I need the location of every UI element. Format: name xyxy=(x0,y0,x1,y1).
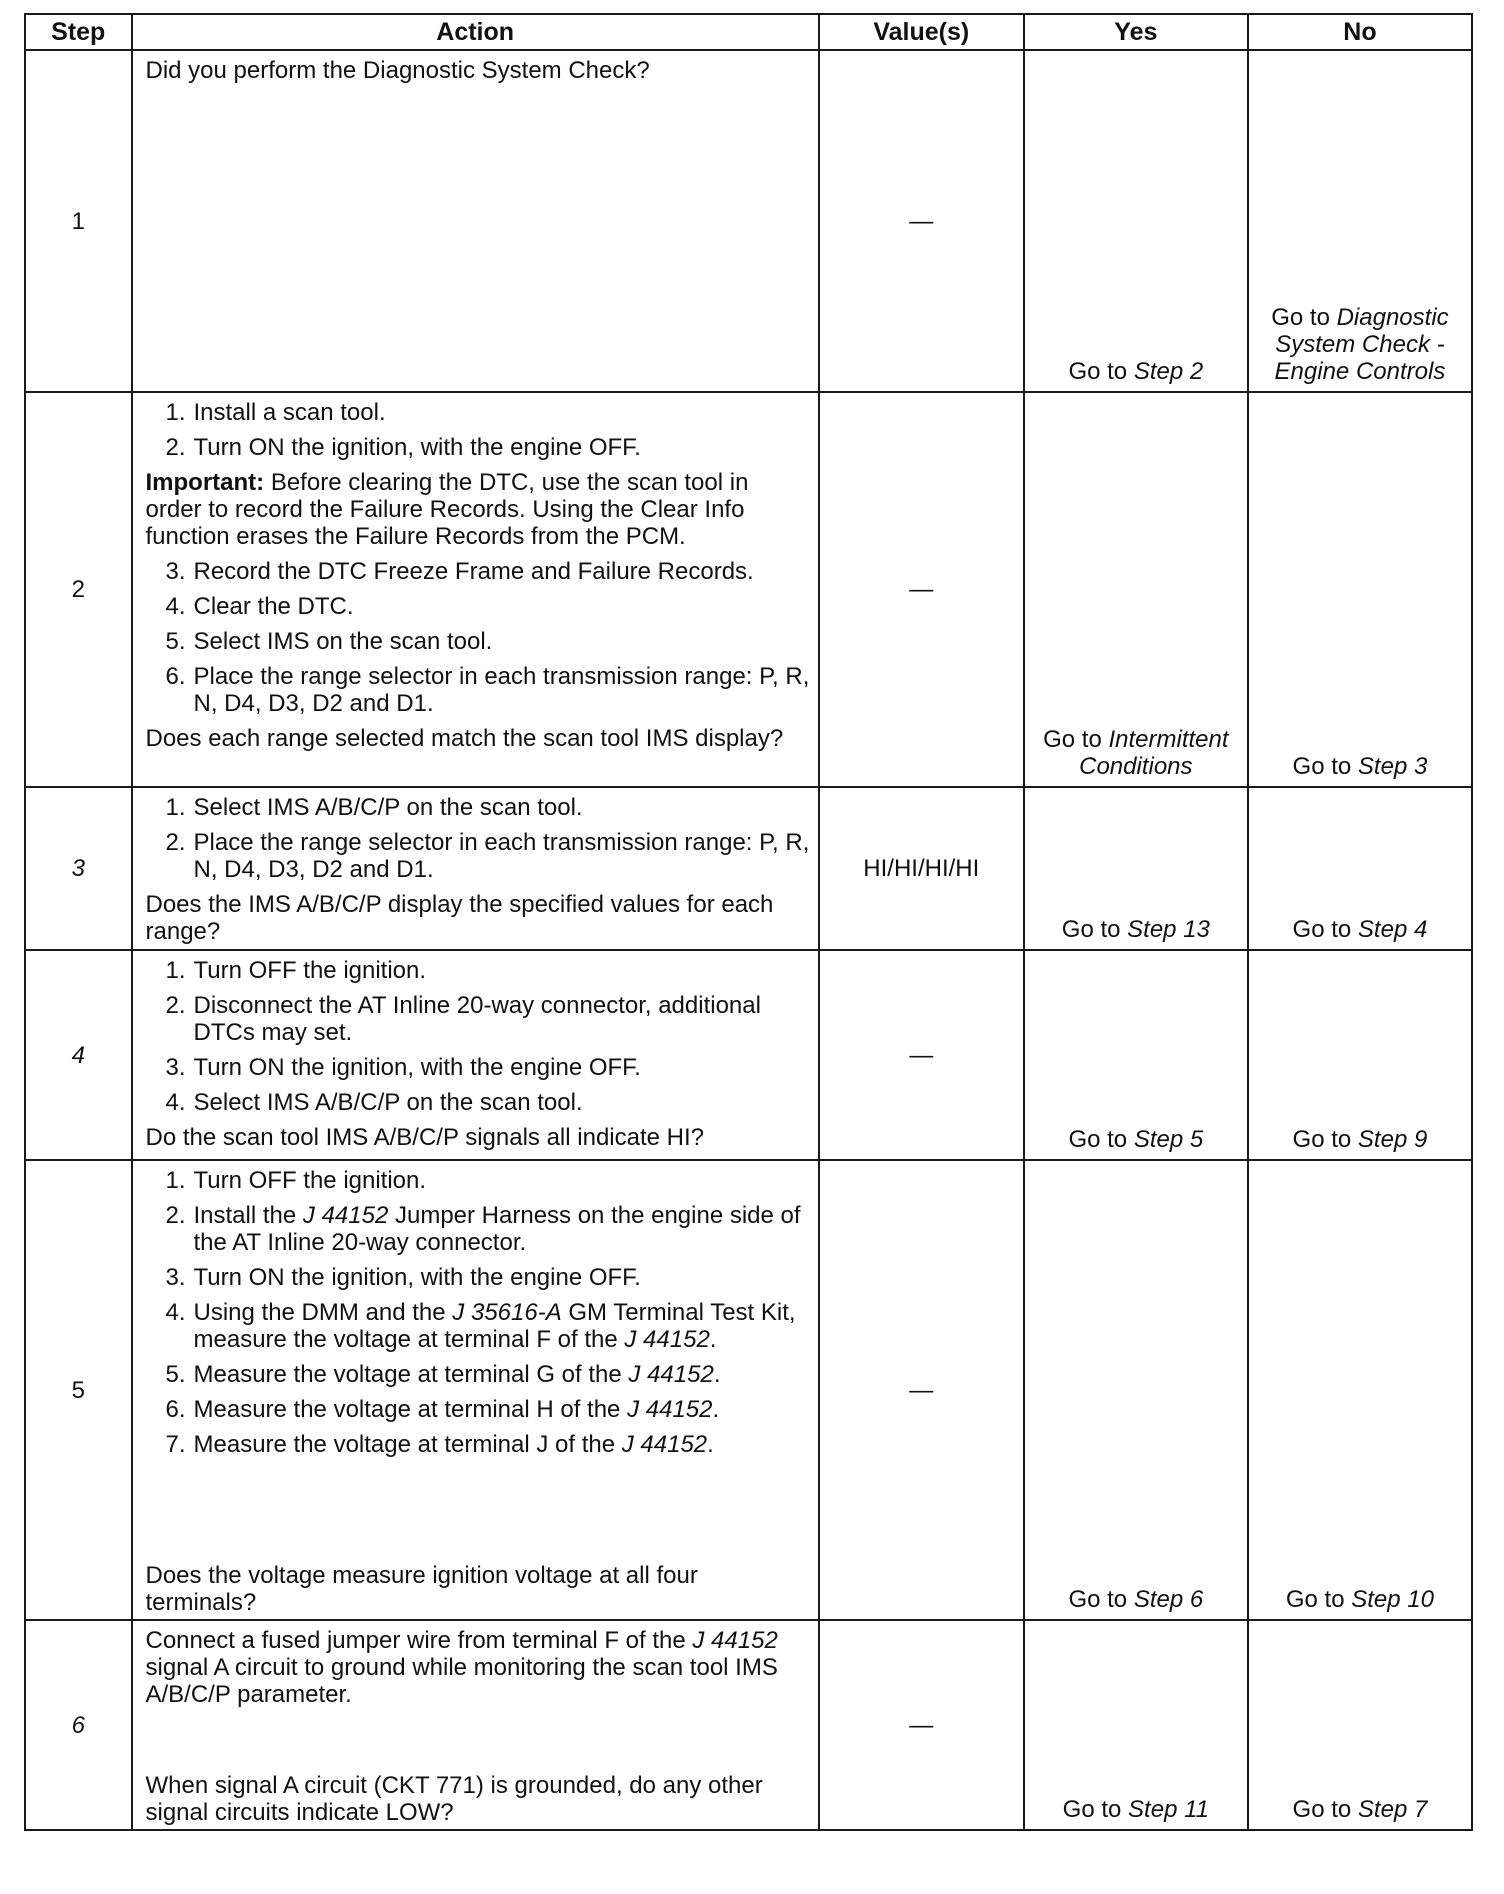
yes-cell xyxy=(1024,950,1248,1160)
header-yes: Yes xyxy=(1024,14,1248,50)
list-item: 6. Place the range selector in each transmission range: P, R, N, D4, D3, D2 and D1. xyxy=(165,663,810,717)
step-number: 2 xyxy=(25,392,132,787)
action-list xyxy=(146,399,810,461)
header-step: Step xyxy=(25,14,132,50)
yes-cell xyxy=(1024,50,1248,392)
table-row xyxy=(25,50,1472,392)
list-item: 7. Measure the voltage at terminal J of the J 44152. xyxy=(165,1431,714,1458)
diagnostic-table xyxy=(24,13,1473,1831)
no-prefix: Go to xyxy=(1292,916,1358,943)
list-item: 3. Turn ON the ignition, with the engine OFF. xyxy=(165,1054,641,1081)
no-cell xyxy=(1248,1160,1472,1620)
action-cell xyxy=(132,950,819,1160)
yes-cell xyxy=(1024,392,1248,787)
yes-cell xyxy=(1024,787,1248,950)
no-prefix: Go to xyxy=(1292,1126,1358,1153)
list-item: 5. Measure the voltage at terminal G of the J 44152. xyxy=(165,1361,721,1388)
header-no: No xyxy=(1248,14,1472,50)
table-row xyxy=(25,1620,1472,1830)
no-prefix: Go to xyxy=(1292,1796,1358,1823)
yes-link[interactable]: Step 5 xyxy=(1133,1126,1204,1153)
no-link[interactable]: Step 3 xyxy=(1357,753,1428,780)
value-cell: HI/HI/HI/HI xyxy=(819,787,1024,950)
value-cell: — xyxy=(819,950,1024,1160)
list-item: 2. Install the J 44152 Jumper Harness on the engine side of the AT Inline 20-way connector. xyxy=(165,1202,801,1256)
no-link[interactable]: Step 4 xyxy=(1357,916,1428,943)
step-number: 1 xyxy=(25,50,132,392)
action-question: Do the scan tool IMS A/B/C/P signals all indicate HI? xyxy=(145,1124,705,1151)
yes-cell xyxy=(1024,1160,1248,1620)
list-item: 1. Turn OFF the ignition. xyxy=(165,1167,427,1194)
yes-link[interactable]: Step 2 xyxy=(1133,358,1204,385)
yes-prefix: Go to xyxy=(1062,1796,1129,1823)
yes-prefix: Go to xyxy=(1068,358,1134,385)
value-cell: — xyxy=(819,392,1024,787)
action-cell xyxy=(132,392,819,787)
list-item: 3. Turn ON the ignition, with the engine OFF. xyxy=(165,1264,641,1291)
no-link[interactable]: Diagnostic System Check - Engine Controls xyxy=(1274,304,1449,385)
table-row xyxy=(25,392,1472,787)
action-question: Did you perform the Diagnostic System Check? xyxy=(145,57,650,84)
list-item: 1. Install a scan tool. xyxy=(165,399,386,426)
no-prefix: Go to xyxy=(1285,1586,1352,1613)
no-prefix: Go to xyxy=(1292,753,1358,780)
action-list xyxy=(146,1167,810,1458)
list-item: 1. Turn OFF the ignition. xyxy=(165,957,427,984)
action-cell xyxy=(132,50,819,392)
step-number: 4 xyxy=(25,950,132,1160)
yes-cell xyxy=(1024,1620,1248,1830)
action-question: When signal A circuit (CKT 771) is grounded, do any other signal circuits indicate LOW? xyxy=(145,1772,763,1826)
action-question: Does the voltage measure ignition voltage at all four terminals? xyxy=(145,1562,698,1616)
list-item: 5. Select IMS on the scan tool. xyxy=(165,628,493,655)
header-values: Value(s) xyxy=(819,14,1024,50)
step-number: 3 xyxy=(25,787,132,950)
header-action: Action xyxy=(132,14,819,50)
action-cell xyxy=(132,787,819,950)
table-row xyxy=(25,950,1472,1160)
header-row xyxy=(25,14,1472,50)
yes-prefix: Go to xyxy=(1043,726,1109,753)
no-link[interactable]: Step 10 xyxy=(1351,1586,1434,1613)
step-number: 6 xyxy=(25,1620,132,1830)
yes-link[interactable]: Step 6 xyxy=(1133,1586,1204,1613)
action-list xyxy=(146,957,810,1116)
yes-link[interactable]: Step 11 xyxy=(1128,1796,1209,1823)
action-instruction: Connect a fused jumper wire from terminal F of the J 44152 signal A circuit to ground while monitoring the scan tool IMS A/B/C/P parameter. xyxy=(145,1627,778,1708)
yes-prefix: Go to xyxy=(1068,1126,1134,1153)
table-row xyxy=(25,1160,1472,1620)
action-list xyxy=(146,794,810,883)
list-item: 2. Disconnect the AT Inline 20-way connector, additional DTCs may set. xyxy=(165,992,761,1046)
list-item: 4. Select IMS A/B/C/P on the scan tool. xyxy=(165,1089,583,1116)
no-cell xyxy=(1248,950,1472,1160)
yes-prefix: Go to xyxy=(1061,916,1128,943)
yes-link[interactable]: Step 13 xyxy=(1127,916,1210,943)
value-cell: — xyxy=(819,50,1024,392)
step-number: 5 xyxy=(25,1160,132,1620)
value-cell: — xyxy=(819,1620,1024,1830)
action-cell xyxy=(132,1160,819,1620)
action-question: Does the IMS A/B/C/P display the specified values for each range? xyxy=(145,891,774,945)
yes-link[interactable]: Intermittent Conditions xyxy=(1079,726,1229,780)
action-question: Does each range selected match the scan tool IMS display? xyxy=(145,725,784,752)
no-cell xyxy=(1248,50,1472,392)
value-cell: — xyxy=(819,1160,1024,1620)
no-link[interactable]: Step 7 xyxy=(1357,1796,1428,1823)
list-item: 4. Clear the DTC. xyxy=(165,593,354,620)
list-item: 1. Select IMS A/B/C/P on the scan tool. xyxy=(165,794,583,821)
list-item: 3. Record the DTC Freeze Frame and Failure Records. xyxy=(165,558,754,585)
no-cell xyxy=(1248,392,1472,787)
action-cell xyxy=(132,1620,819,1830)
no-link[interactable]: Step 9 xyxy=(1357,1126,1428,1153)
no-prefix: Go to xyxy=(1271,304,1337,331)
list-item: 6. Measure the voltage at terminal H of the J 44152. xyxy=(165,1396,720,1423)
list-item: 2. Place the range selector in each transmission range: P, R, N, D4, D3, D2 and D1. xyxy=(165,829,810,883)
important-note: Important: Before clearing the DTC, use the scan tool in order to record the Failure Records. Using the Clear Info function erases the Failure Records from the PCM. xyxy=(145,469,749,550)
no-cell xyxy=(1248,787,1472,950)
no-cell xyxy=(1248,1620,1472,1830)
list-item: 2. Turn ON the ignition, with the engine OFF. xyxy=(165,434,641,461)
table-row xyxy=(25,787,1472,950)
yes-prefix: Go to xyxy=(1068,1586,1134,1613)
list-item: 4. Using the DMM and the J 35616-A GM Terminal Test Kit, measure the voltage at terminal F of the J 44152. xyxy=(165,1299,796,1353)
action-list xyxy=(146,558,810,717)
